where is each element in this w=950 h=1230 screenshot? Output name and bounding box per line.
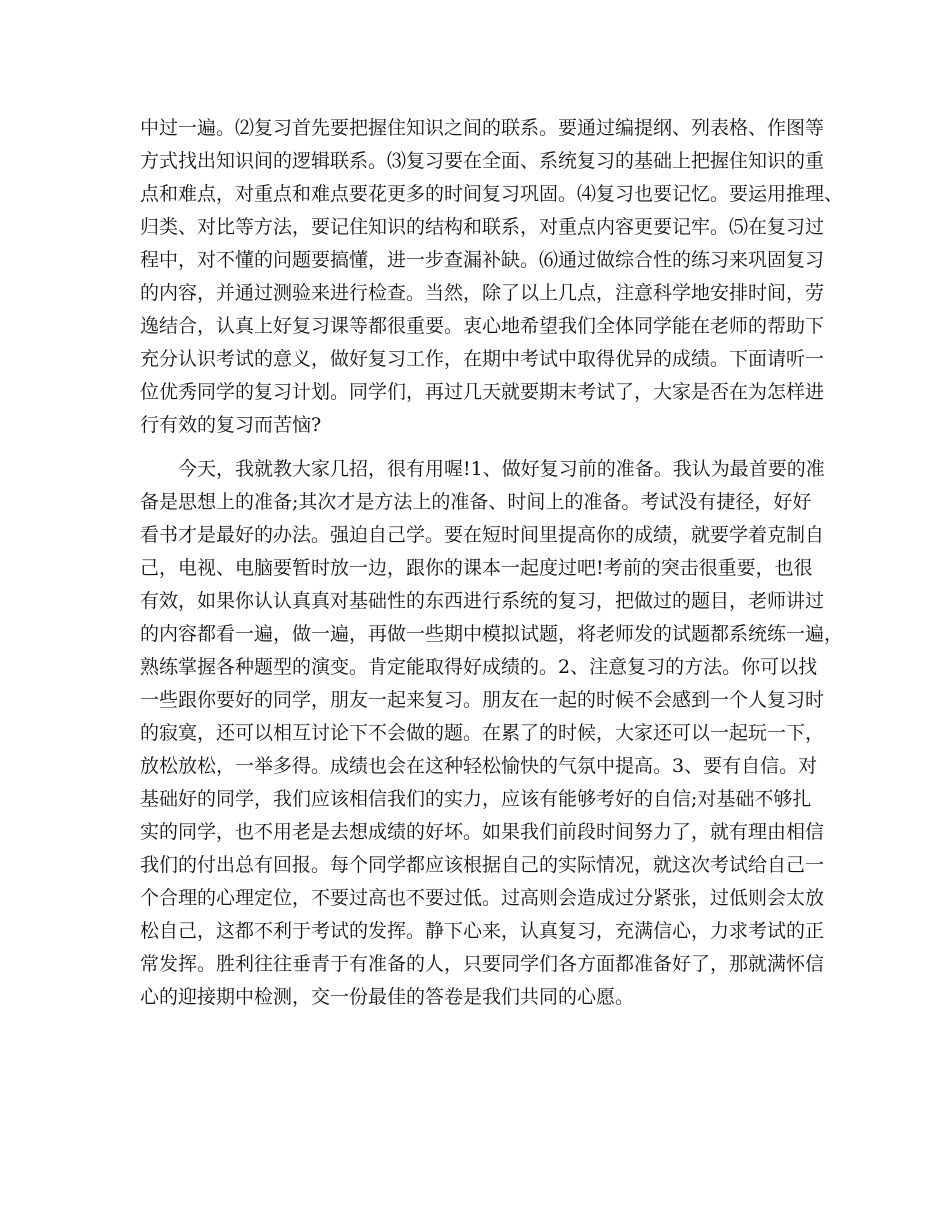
text-line: 一些跟你要好的同学，朋友一起来复习。朋友在一起的时候不会感到一个人复习时 bbox=[140, 689, 825, 711]
text-line: 点和难点，对重点和难点要花更多的时间复习巩固。⑷复习也要记忆。要运用推理、 bbox=[140, 183, 844, 205]
text-line: 方式找出知识间的逻辑联系。⑶复习要在全面、系统复习的基础上把握住知识的重 bbox=[140, 150, 825, 172]
text-line: 我们的付出总有回报。每个同学都应该根据自己的实际情况，就这次考试给自己一 bbox=[140, 854, 825, 876]
text-line: 的内容，并通过测验来进行检查。当然，除了以上几点，注意科学地安排时间，劳 bbox=[140, 282, 825, 304]
paragraph-spacer bbox=[140, 442, 820, 453]
text-line: 今天，我就教大家几招，很有用喔!1、做好复习前的准备。我认为最首要的准 bbox=[140, 458, 825, 480]
text-line: 常发挥。胜利往往垂青于有准备的人，只要同学们各方面都准备好了，那就满怀信 bbox=[140, 953, 825, 975]
text-line: 熟练掌握各种题型的演变。肯定能取得好成绩的。2、注意复习的方法。你可以找 bbox=[140, 656, 818, 678]
text-line: 的寂寞，还可以相互讨论下不会做的题。在累了的时候，大家还可以一起玩一下， bbox=[140, 722, 825, 744]
text-line: 备是思想上的准备;其次才是方法上的准备、时间上的准备。考试没有捷径，好好 bbox=[140, 491, 812, 513]
paragraph-1 bbox=[140, 112, 844, 442]
text-line: 心的迎接期中检测，交一份最佳的答卷是我们共同的心愿。 bbox=[140, 986, 635, 1008]
text-line: 位优秀同学的复习计划。同学们，再过几天就要期末考试了，大家是否在为怎样进 bbox=[140, 381, 825, 403]
text-line: 中过一遍。⑵复习首先要把握住知识之间的联系。要通过编提纲、列表格、作图等 bbox=[140, 117, 825, 139]
paragraph-2 bbox=[140, 453, 844, 1014]
text-line: 充分认识考试的意义，做好复习工作，在期中考试中取得优异的成绩。下面请听一 bbox=[140, 348, 825, 370]
text-line: 程中，对不懂的问题要搞懂，进一步查漏补缺。⑹通过做综合性的练习来巩固复习 bbox=[140, 249, 825, 271]
text-line: 己，电视、电脑要暂时放一边，跟你的课本一起度过吧!考前的突击很重要，也很 bbox=[140, 557, 813, 579]
text-line: 有效，如果你认认真真对基础性的东西进行系统的复习，把做过的题目，老师讲过 bbox=[140, 590, 825, 612]
text-line: 基础好的同学，我们应该相信我们的实力，应该有能够考好的自信;对基础不够扎 bbox=[140, 788, 812, 810]
text-line: 个合理的心理定位，不要过高也不要过低。过高则会造成过分紧张，过低则会太放 bbox=[140, 887, 825, 909]
body-text bbox=[140, 112, 844, 1014]
text-line: 逸结合，认真上好复习课等都很重要。衷心地希望我们全体同学能在老师的帮助下 bbox=[140, 315, 825, 337]
text-line: 看书才是最好的办法。强迫自己学。要在短时间里提高你的成绩，就要学着克制自 bbox=[140, 524, 825, 546]
text-line: 归类、对比等方法，要记住知识的结构和联系，对重点内容更要记牢。⑸在复习过 bbox=[140, 216, 825, 238]
text-line: 放松放松，一举多得。成绩也会在这种轻松愉快的气氛中提高。3、要有自信。对 bbox=[140, 755, 818, 777]
text-line: 松自己，这都不利于考试的发挥。静下心来，认真复习，充满信心，力求考试的正 bbox=[140, 920, 825, 942]
text-line: 实的同学，也不用老是去想成绩的好坏。如果我们前段时间努力了，就有理由相信 bbox=[140, 821, 825, 843]
text-line: 行有效的复习而苦恼? bbox=[140, 414, 322, 436]
text-line: 的内容都看一遍，做一遍，再做一些期中模拟试题，将老师发的试题都系统练一遍， bbox=[140, 623, 844, 645]
